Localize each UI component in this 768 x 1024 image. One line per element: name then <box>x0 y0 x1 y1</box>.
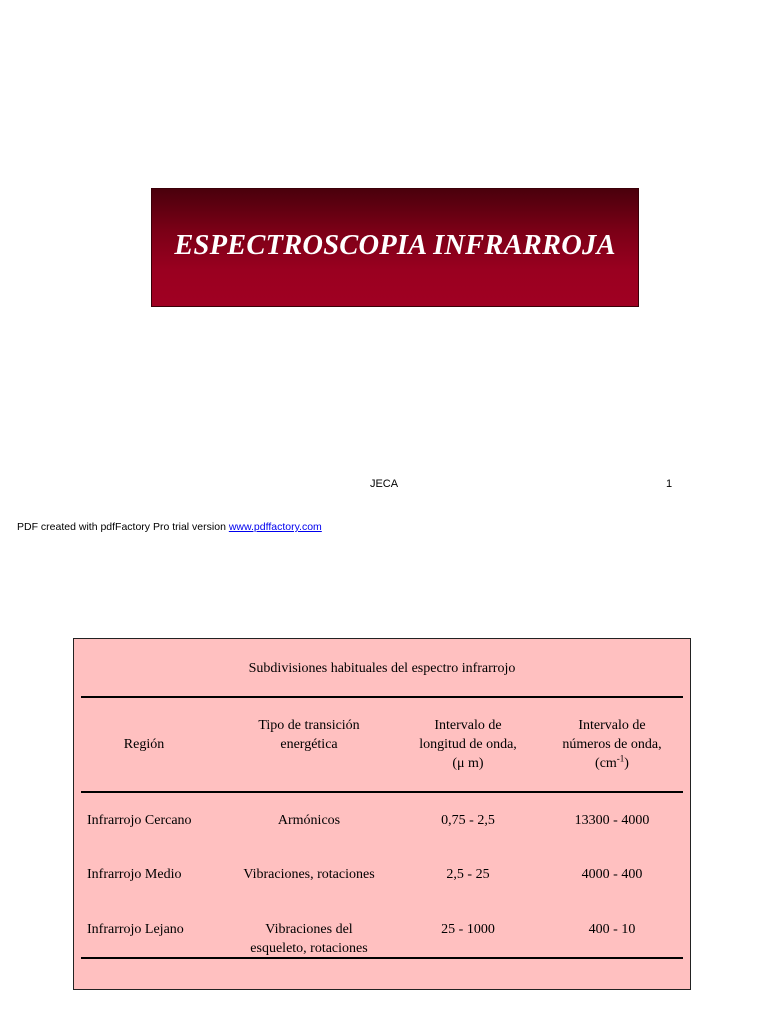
row-longitud: 0,75 - 2,5 <box>441 813 495 828</box>
slide-page-number: 1 <box>666 478 673 490</box>
row-tipo <box>224 920 394 958</box>
row-region: Infrarrojo Cercano <box>87 813 192 828</box>
table-top-rule <box>81 696 683 698</box>
header-intervalo-longitud <box>402 716 534 773</box>
header-region: Región <box>123 737 165 752</box>
row-longitud: 25 - 1000 <box>441 922 495 937</box>
row-numeros: 400 - 10 <box>588 922 636 937</box>
header-long-line2: longitud de onda, <box>419 737 517 752</box>
pdf-note-text: PDF created with pdfFactory Pro trial version <box>17 521 229 533</box>
pdf-creator-note <box>17 521 322 533</box>
row-numeros: 13300 - 4000 <box>574 813 650 828</box>
header-tipo <box>224 716 394 754</box>
slide-footer-author: JECA <box>369 478 399 490</box>
table-caption: Subdivisiones habituales del espectro infrarrojo <box>248 661 516 676</box>
row-tipo: Armónicos <box>277 813 341 828</box>
header-tipo-line2: energética <box>280 737 338 752</box>
header-tipo-line1: Tipo de transición <box>258 718 360 733</box>
header-long-line3: (μ m) <box>452 756 484 771</box>
row-tipo-line2: esqueleto, rotaciones <box>250 941 368 956</box>
row-numeros: 4000 - 400 <box>581 867 643 882</box>
pdffactory-link[interactable]: www.pdffactory.com <box>228 521 322 533</box>
infrared-subdivisions-table <box>73 638 691 990</box>
header-num-line3-b: ) <box>624 756 629 771</box>
header-long-line1: Intervalo de <box>434 718 502 733</box>
table-header-rule <box>81 791 683 793</box>
row-region: Infrarrojo Medio <box>87 867 182 882</box>
row-tipo: Vibraciones, rotaciones <box>243 867 375 882</box>
header-num-line3 <box>538 754 686 773</box>
slide-title: ESPECTROSCOPIA INFRARROJA <box>174 230 616 261</box>
header-num-line2: números de onda, <box>562 737 662 752</box>
row-tipo-line1: Vibraciones del <box>265 922 353 937</box>
header-num-line3-a: (cm <box>595 756 617 771</box>
row-region: Infrarrojo Lejano <box>87 922 184 937</box>
header-num-line3-sup: -1 <box>616 753 625 764</box>
table-bottom-rule <box>81 957 683 959</box>
slide-title-banner <box>151 188 639 307</box>
row-longitud: 2,5 - 25 <box>446 867 490 882</box>
header-num-line1: Intervalo de <box>578 718 646 733</box>
header-intervalo-numeros <box>538 716 686 773</box>
